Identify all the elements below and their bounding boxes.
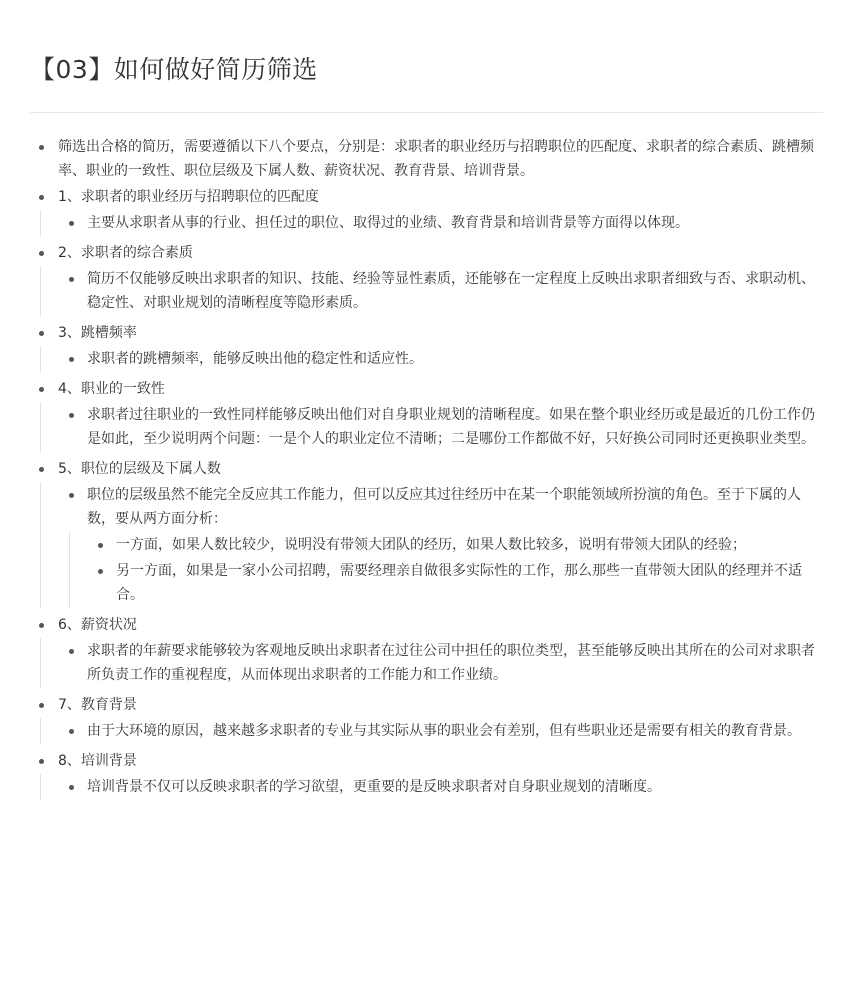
outline-item-row[interactable]	[59, 718, 823, 744]
bullet-dot-icon[interactable]	[69, 729, 74, 734]
outline-children	[40, 638, 823, 688]
bullet-dot-icon[interactable]	[39, 387, 44, 392]
outline-item-row[interactable]	[88, 558, 823, 608]
bullet-dot-icon[interactable]	[39, 331, 44, 336]
bullet-dot-icon[interactable]	[69, 785, 74, 790]
bullet-dot-icon[interactable]	[69, 649, 74, 654]
bullet-dot-icon[interactable]	[69, 221, 74, 226]
outline-item-row[interactable]	[30, 456, 823, 482]
title-divider	[30, 112, 823, 113]
outline-item	[30, 134, 823, 184]
outline-children	[40, 402, 823, 452]
outline-item	[30, 240, 823, 316]
page-title: 【03】如何做好简历筛选	[30, 55, 318, 84]
outline-item-row[interactable]	[59, 266, 823, 316]
outline-item	[30, 748, 823, 800]
outline-children	[69, 532, 823, 608]
outline-item-row[interactable]	[30, 134, 823, 184]
outline-children	[40, 266, 823, 316]
outline-subitem	[59, 402, 823, 452]
outline-item-row[interactable]	[59, 774, 823, 800]
outline-item-text: 4、职业的一致性	[58, 381, 165, 397]
outline-item	[30, 376, 823, 452]
outline-item-row[interactable]	[30, 184, 823, 210]
outline-item-text: 一方面，如果人数比较少，说明没有带领大团队的经历，如果人数比较多，说明有带领大团队的经验；	[116, 537, 746, 553]
bullet-dot-icon[interactable]	[69, 277, 74, 282]
outline-item-text: 求职者的年薪要求能够较为客观地反映出求职者在过往公司中担任的职位类型，甚至能够反映出其所在的公司对求职者所负责工作的重视程度，从而体现出求职者的工作能力和工作业绩。	[87, 643, 815, 683]
outline-item-text: 7、教育背景	[58, 697, 137, 713]
outline-item-text: 简历不仅能够反映出求职者的知识、技能、经验等显性素质，还能够在一定程度上反映出求职者细致与否、求职动机、稳定性、对职业规划的清晰程度等隐形素质。	[87, 271, 815, 311]
outline-item-text: 职位的层级虽然不能完全反应其工作能力，但可以反应其过往经历中在某一个职能领域所扮演的角色。至于下属的人数，要从两方面分析：	[87, 487, 801, 527]
bullet-dot-icon[interactable]	[39, 145, 44, 150]
outline-subitem	[59, 482, 823, 608]
outline-children	[40, 718, 823, 744]
outline-list	[30, 134, 823, 800]
outline-children	[40, 346, 823, 372]
outline-item-row[interactable]	[30, 320, 823, 346]
bullet-dot-icon[interactable]	[39, 195, 44, 200]
outline-subitem	[59, 718, 823, 744]
outline-item-row[interactable]	[59, 638, 823, 688]
outline-item-row[interactable]	[30, 240, 823, 266]
outline-item-text: 筛选出合格的简历，需要遵循以下八个要点，分别是：求职者的职业经历与招聘职位的匹配度、求职者的综合素质、跳槽频率、职业的一致性、职位层级及下属人数、薪资状况、教育背景、培训背景。	[58, 139, 814, 179]
outline-item-text: 1、求职者的职业经历与招聘职位的匹配度	[58, 189, 319, 205]
outline-subitem	[59, 346, 823, 372]
outline-subitem	[88, 532, 823, 558]
bullet-dot-icon[interactable]	[98, 569, 103, 574]
outline-item-text: 2、求职者的综合素质	[58, 245, 193, 261]
outline-item-text: 求职者过往职业的一致性同样能够反映出他们对自身职业规划的清晰程度。如果在整个职业经历或是最近的几份工作仍是如此，至少说明两个问题：一是个人的职业定位不清晰；二是哪份工作都做不好，只好换公司同时还更换职业类型。	[87, 407, 815, 447]
outline-subitem	[59, 266, 823, 316]
outline-item-row[interactable]	[59, 402, 823, 452]
outline-children	[40, 210, 823, 236]
bullet-dot-icon[interactable]	[69, 493, 74, 498]
bullet-dot-icon[interactable]	[98, 543, 103, 548]
outline-item	[30, 320, 823, 372]
bullet-dot-icon[interactable]	[39, 703, 44, 708]
bullet-dot-icon[interactable]	[69, 357, 74, 362]
outline-item	[30, 692, 823, 744]
bullet-dot-icon[interactable]	[39, 623, 44, 628]
outline-children	[40, 482, 823, 608]
outline-item	[30, 612, 823, 688]
outline-item-row[interactable]	[59, 482, 823, 532]
outline-item-text: 培训背景不仅可以反映求职者的学习欲望，更重要的是反映求职者对自身职业规划的清晰度。	[87, 779, 661, 795]
outline-item-row[interactable]	[59, 346, 823, 372]
outline-item-text: 6、薪资状况	[58, 617, 137, 633]
outline-item-row[interactable]	[88, 532, 823, 558]
outline-item-text: 主要从求职者从事的行业、担任过的职位、取得过的业绩、教育背景和培训背景等方面得以体现。	[87, 215, 689, 231]
outline-item-text: 求职者的跳槽频率，能够反映出他的稳定性和适应性。	[87, 351, 423, 367]
outline-subitem	[59, 638, 823, 688]
outline-item	[30, 456, 823, 608]
outline-children	[40, 774, 823, 800]
bullet-dot-icon[interactable]	[69, 413, 74, 418]
bullet-dot-icon[interactable]	[39, 251, 44, 256]
outline-item-text: 8、培训背景	[58, 753, 137, 769]
outline-item-row[interactable]	[30, 692, 823, 718]
outline-item-text: 另一方面，如果是一家小公司招聘，需要经理亲自做很多实际性的工作，那么那些一直带领大团队的经理并不适合。	[116, 563, 802, 603]
bullet-dot-icon[interactable]	[39, 467, 44, 472]
outline-subitem	[59, 774, 823, 800]
outline-item-text: 由于大环境的原因，越来越多求职者的专业与其实际从事的职业会有差别，但有些职业还是需要有相关的教育背景。	[87, 723, 801, 739]
outline-item-row[interactable]	[30, 748, 823, 774]
outline-item	[30, 184, 823, 236]
outline-item-row[interactable]	[30, 612, 823, 638]
outline-item-text: 3、跳槽频率	[58, 325, 137, 341]
outline-item-row[interactable]	[59, 210, 823, 236]
bullet-dot-icon[interactable]	[39, 759, 44, 764]
outline-subitem	[88, 558, 823, 608]
outline-item-row[interactable]	[30, 376, 823, 402]
outline-item-text: 5、职位的层级及下属人数	[58, 461, 221, 477]
outline-subitem	[59, 210, 823, 236]
